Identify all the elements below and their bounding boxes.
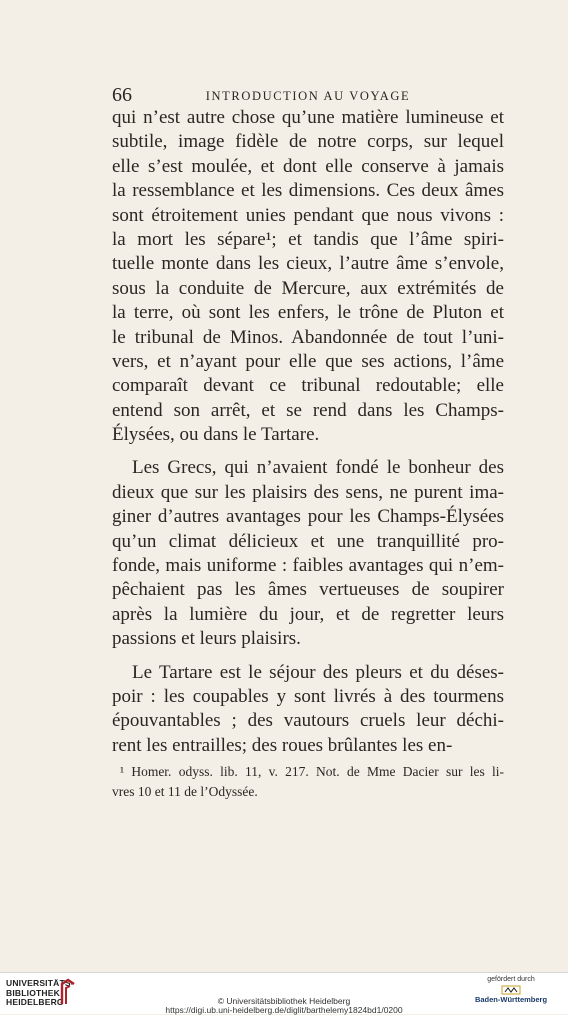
text-line: le tribunal de Minos. Abandonnée de tout l’uni- [112, 326, 504, 348]
paragraph [112, 456, 504, 651]
text-line: épouvantables ; des vautours cruels leur déchi- [112, 710, 504, 732]
text-line: vers, et n’ayant pour elle que ses actions, l’âme [112, 350, 504, 372]
text-line: la terre, où sont les enfers, le trône de Pluton et [112, 302, 504, 324]
text-line: sous la conduite de Mercure, aux extrémités de [112, 277, 504, 299]
page-number: 66 [112, 84, 132, 106]
footnotes [112, 762, 504, 802]
text-line: subtile, image fidèle de notre corps, sur lequel [112, 131, 504, 153]
state-coat-of-arms-icon [500, 985, 522, 995]
running-title: INTRODUCTION AU VOYAGE [205, 89, 411, 103]
text-line: Les Grecs, qui n’avaient fondé le bonheur des [132, 457, 504, 479]
text-line: qui n’est autre chose qu’une matière lumineuse et [112, 107, 504, 128]
permalink[interactable]: https://digi.ub.uni-heidelberg.de/diglit/barthelemy1824bd1/0200 [165, 1005, 403, 1015]
paragraph-gap [112, 447, 504, 456]
funder-name: Baden-Württemberg [474, 995, 548, 1004]
text-line: rent les entrailles; des roues brûlantes les en- [112, 734, 453, 756]
text-line: giner d’autres avantages pour les Champs-Élysées [112, 506, 504, 528]
funder-block[interactable] [466, 976, 556, 1004]
paragraph [112, 106, 504, 447]
text-line: la ressemblance et les dimensions. Ces deux âmes [112, 180, 504, 202]
text-line: Le Tartare est le séjour des pleurs et du déses- [132, 661, 504, 683]
text-line: poir : les coupables y sont livrés à des tourmens [112, 685, 504, 707]
library-logo-line: HEIDELBERG [6, 997, 64, 1007]
text-line: la mort les sépare¹; et tandis que l’âme spiri- [112, 228, 504, 250]
library-logo-line: BIBLIOTHEK [6, 987, 60, 998]
text-line: passions et leurs plaisirs. [112, 628, 301, 650]
footnote-line: ¹ Homer. odyss. lib. 11, v. 217. Not. de Mme Dacier sur les li- [120, 764, 504, 779]
text-line: tuelle monte dans les cieux, l’autre âme s’envole, [112, 253, 504, 275]
library-logo-line: UNIVERSITÄTS- [6, 978, 74, 988]
viewer-footer [0, 972, 568, 1014]
text-line: comparaît devant ce tribunal redoutable; elle [112, 375, 504, 397]
text-line: Élysées, ou dans le Tartare. [112, 424, 320, 446]
text-line: qu’un climat délicieux et une tranquillité pro- [112, 530, 504, 552]
footnote-line: vres 10 et 11 de l’Odyssée. [112, 784, 258, 799]
page-header [112, 84, 504, 108]
text-line: sont étroitement unies pendant que nous vivons : [112, 204, 504, 226]
text-line: fonde, mais uniforme : faibles avantages qui n’em- [112, 555, 504, 577]
paragraph-gap [112, 652, 504, 661]
copyright-text: © Universitätsbibliothek Heidelberg [217, 996, 351, 1006]
text-line: pêchaient pas les âmes vertueuses de soupirer [112, 579, 504, 601]
text-line: après la lumière du jour, et de regretter leurs [112, 603, 504, 625]
text-line: dieux que sur les plaisirs des sens, ne purent ima- [112, 481, 504, 503]
text-line: elle s’est moulée, et dont elle conserve à jamais [112, 155, 504, 177]
paragraph [112, 661, 504, 759]
text-line: entend son arrêt, et se rend dans les Champs- [112, 399, 504, 421]
funder-caption: gefördert durch [487, 976, 535, 983]
body-text [112, 106, 504, 758]
